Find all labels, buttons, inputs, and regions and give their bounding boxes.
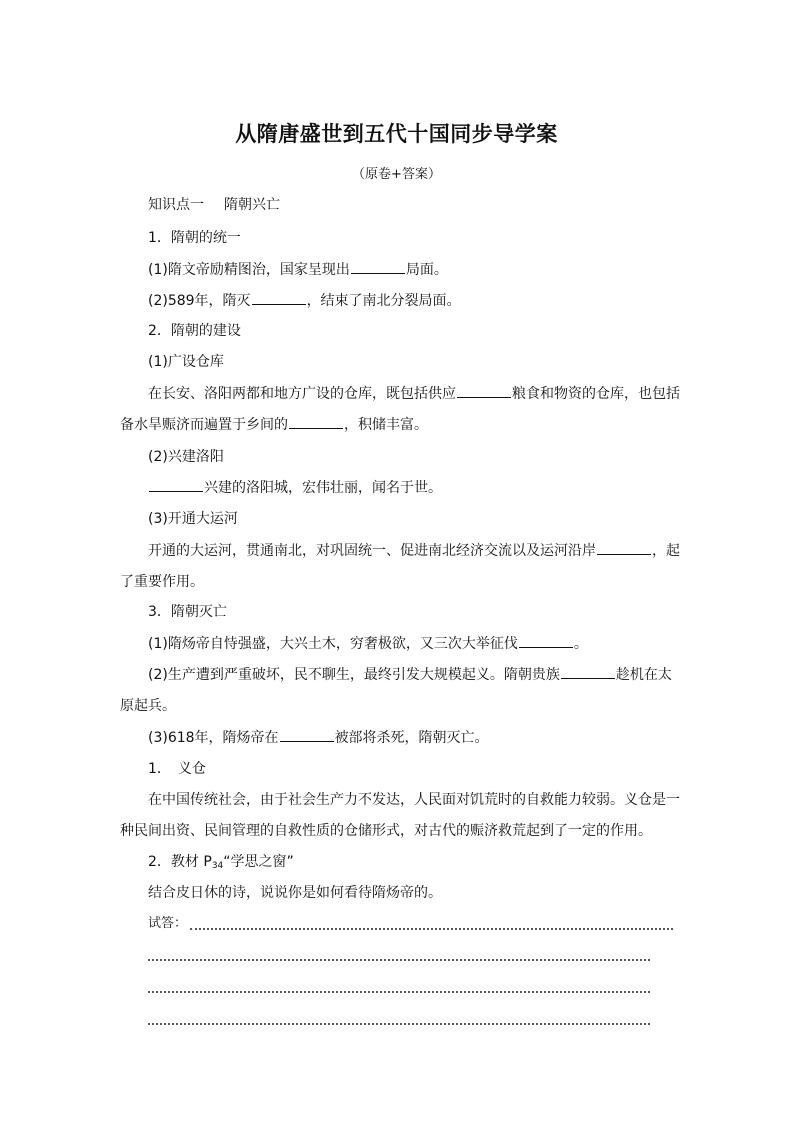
note-heading: 1． 义仓 bbox=[148, 761, 206, 777]
answer-blank[interactable] bbox=[457, 385, 511, 398]
fill-item: 备水旱赈济而遍置于乡间的 ，积储丰富。 bbox=[120, 417, 428, 433]
answer-blank[interactable] bbox=[289, 416, 343, 429]
answer-blank[interactable] bbox=[519, 635, 573, 648]
fill-item: 在长安、洛阳两都和地方广设的仓库，既包括供应 粮食和物资的仓库，也包括 bbox=[148, 386, 680, 402]
answer-blank[interactable] bbox=[280, 729, 334, 742]
answer-line[interactable] bbox=[190, 928, 673, 930]
fill-item: 开通的大运河，贯通南北，对巩固统一、促进南北经济交流以及运河沿岸 ，起 bbox=[148, 543, 680, 559]
kp-label: 知识点一 bbox=[148, 197, 204, 213]
section-heading: 3．隋朝灭亡 bbox=[148, 604, 227, 620]
answer-blank[interactable] bbox=[149, 479, 203, 492]
answer-line[interactable] bbox=[148, 991, 650, 993]
subsection-heading: (1)广设仓库 bbox=[148, 354, 224, 370]
section-heading: 2．隋朝的建设 bbox=[148, 323, 241, 339]
knowledge-point-heading bbox=[148, 196, 280, 214]
note-heading: 2．教材 $P_{34}“$学思之窗” bbox=[148, 854, 294, 871]
page-subtitle: （原卷+答案） bbox=[352, 167, 441, 182]
answer-blank[interactable] bbox=[252, 292, 306, 305]
text-line: 原起兵。 bbox=[120, 698, 176, 714]
fill-item: (3)618年，隋炀帝在 被部将杀死，隋朝灭亡。 bbox=[148, 730, 489, 746]
text-line: 了重要作用。 bbox=[120, 574, 204, 590]
page-title: 从隋唐盛世到五代十国同步导学案 bbox=[235, 121, 558, 146]
fill-item: (2)生产遭到严重破坏，民不聊生，最终引发大规模起义。隋朝贵族 趁机在太 bbox=[148, 667, 672, 683]
answer-blank[interactable] bbox=[597, 542, 651, 555]
text-line: 在中国传统社会，由于社会生产力不发达，人民面对饥荒时的自救能力较弱。义仓是一 bbox=[148, 792, 680, 808]
answer-blank[interactable] bbox=[561, 666, 615, 679]
text-line: 结合皮日休的诗，说说你是如何看待隋炀帝的。 bbox=[148, 885, 442, 901]
fill-item: (1)隋文帝励精图治，国家呈现出 局面。 bbox=[148, 262, 448, 278]
text-line: 种民间出资、民间管理的自救性质的仓储形式，对古代的赈济救荒起到了一定的作用。 bbox=[120, 823, 652, 839]
section-heading: 1．隋朝的统一 bbox=[148, 230, 241, 246]
fill-item: (2)589年，隋灭 ，结束了南北分裂局面。 bbox=[148, 293, 461, 309]
subsection-heading: (2)兴建洛阳 bbox=[148, 449, 224, 465]
kp-name: 隋朝兴亡 bbox=[224, 197, 280, 213]
answer-blank[interactable] bbox=[351, 261, 405, 274]
answer-line[interactable] bbox=[148, 1023, 650, 1025]
fill-item: (1)隋炀帝自恃强盛，大兴土木，穷奢极欲，又三次大举征伐 。 bbox=[148, 636, 588, 652]
fill-item: 兴建的洛阳城，宏伟壮丽，闻名于世。 bbox=[148, 479, 442, 497]
subsection-heading: (3)开通大运河 bbox=[148, 511, 238, 527]
answer-label: 试答： bbox=[148, 916, 188, 931]
answer-line[interactable] bbox=[148, 959, 650, 961]
